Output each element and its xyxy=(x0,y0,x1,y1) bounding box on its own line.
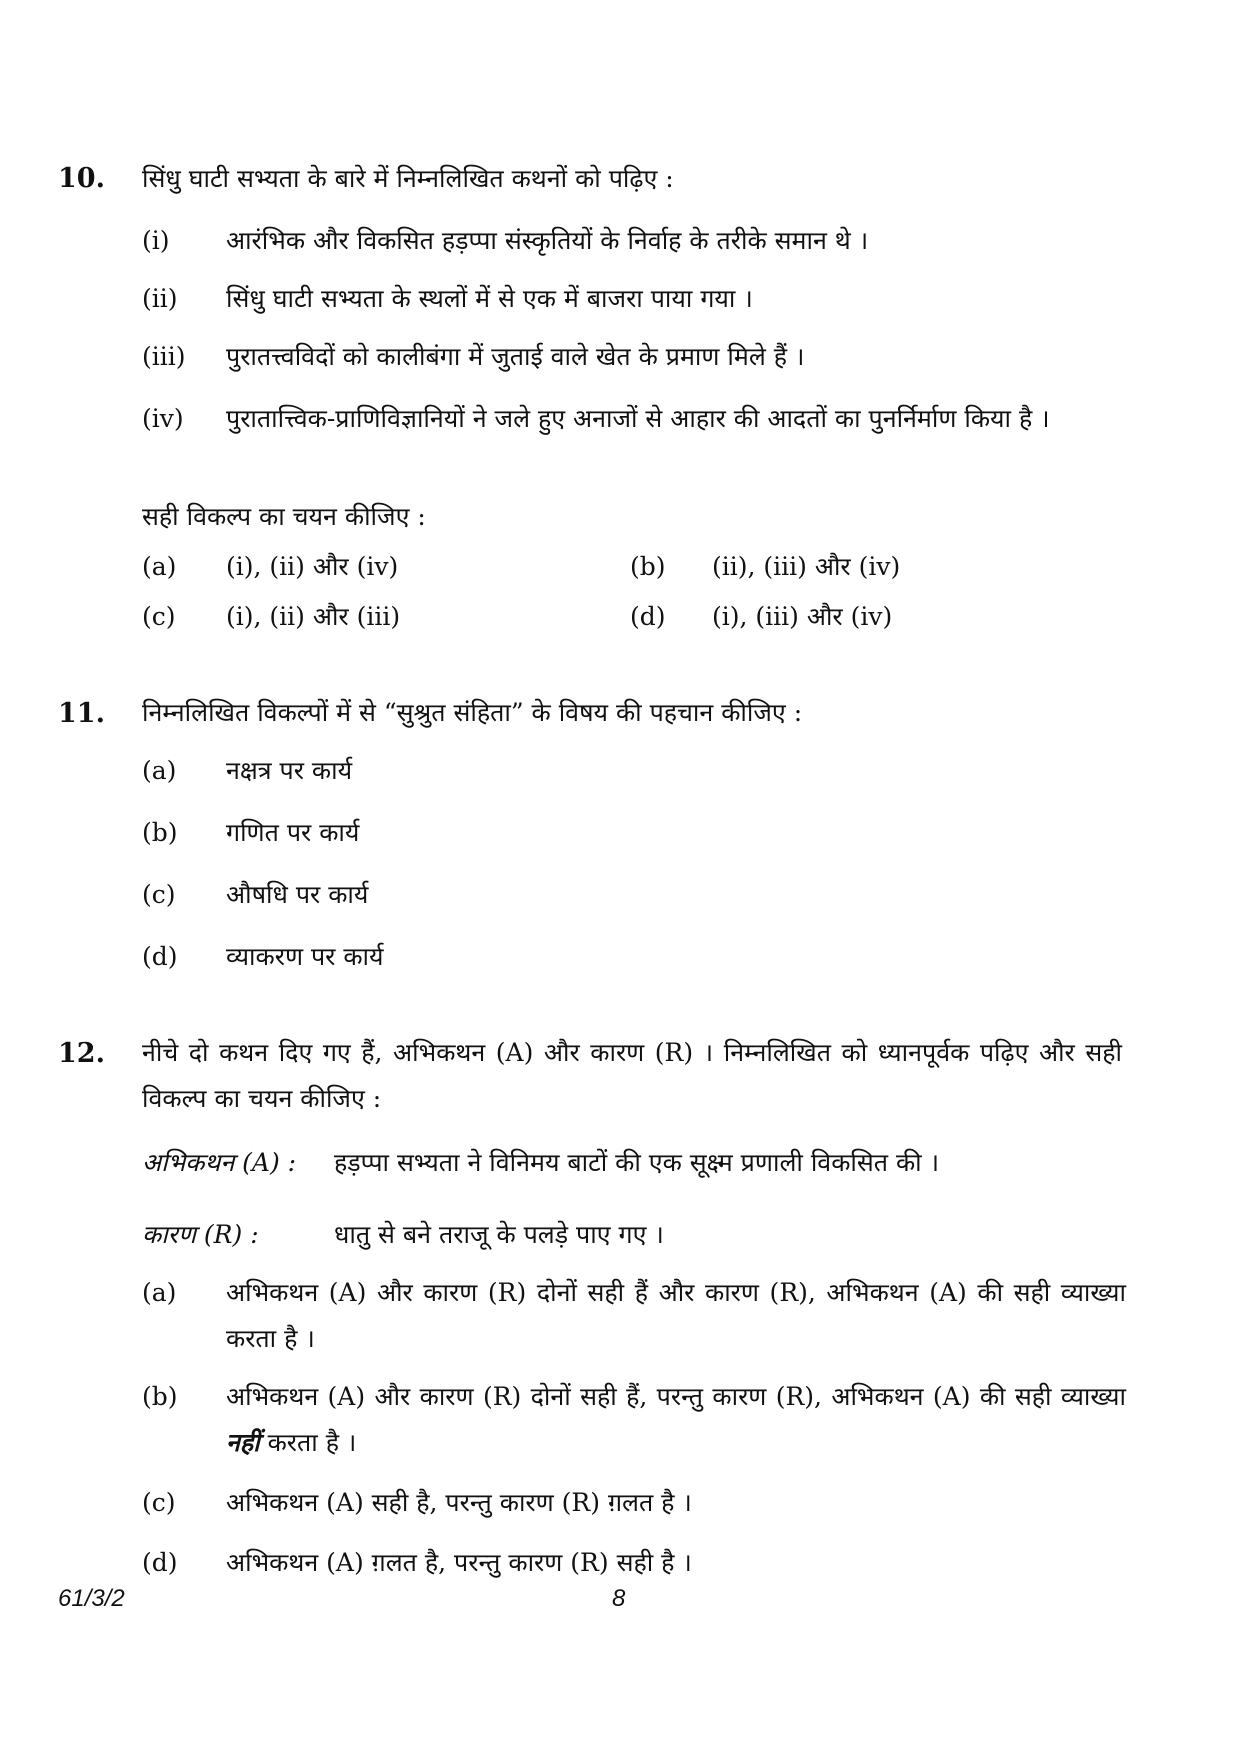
option-label: (c) xyxy=(142,1488,176,1517)
option-text: (i), (ii) और (iv) xyxy=(226,552,399,581)
instruction-text: सही विकल्प का चयन कीजिए : xyxy=(142,502,426,531)
option-label: (d) xyxy=(630,602,666,631)
question-text: सिंधु घाटी सभ्यता के बारे में निम्नलिखित कथनों को पढ़िए : xyxy=(142,164,674,193)
option-text xyxy=(226,1374,1126,1466)
option-label: (d) xyxy=(142,1548,178,1577)
assertion-label: अभिकथन (A) : xyxy=(142,1148,297,1177)
question-text: निम्नलिखित विकल्पों में से “सुश्रुत संहिता” के विषय की पहचान कीजिए : xyxy=(142,698,803,727)
option-label: (b) xyxy=(142,1382,178,1411)
statement-text: पुरातात्त्विक-प्राणिविज्ञानियों ने जले हुए अनाजों से आहार की आदतों का पुनर्निर्माण किया है । xyxy=(226,404,1050,433)
option-label: (b) xyxy=(142,818,178,847)
option-text-part: अभिकथन (A) और कारण (R) दोनों सही हैं, परन्तु कारण (R), अभिकथन (A) की सही व्याख्या xyxy=(226,1382,1126,1411)
option-label: (a) xyxy=(142,1278,177,1307)
option-label: (a) xyxy=(142,756,177,785)
option-text: अभिकथन (A) सही है, परन्तु कारण (R) ग़लत है । xyxy=(226,1488,692,1517)
option-text: नक्षत्र पर कार्य xyxy=(226,756,353,785)
option-text: अभिकथन (A) और कारण (R) दोनों सही हैं और कारण (R), अभिकथन (A) की सही व्याख्या करता है । xyxy=(226,1278,1126,1353)
option-text: (i), (iii) और (iv) xyxy=(712,602,893,631)
option-text-part: करता है । xyxy=(267,1428,357,1457)
statement-label: (i) xyxy=(142,226,170,255)
statement-text: सिंधु घाटी सभ्यता के स्थलों में से एक में बाजरा पाया गया । xyxy=(226,284,753,313)
option-label: (c) xyxy=(142,602,176,631)
option-text: (ii), (iii) और (iv) xyxy=(712,552,901,581)
option-text: (i), (ii) और (iii) xyxy=(226,602,401,631)
option-label: (b) xyxy=(630,552,666,581)
question-number: 11. xyxy=(58,698,105,729)
paper-code: 61/3/2 xyxy=(58,1585,125,1612)
question-number: 10. xyxy=(58,163,105,194)
option-text: व्याकरण पर कार्य xyxy=(226,942,384,971)
statement-label: (iii) xyxy=(142,342,186,371)
statement-text: पुरातत्त्वविदों को कालीबंगा में जुताई वाले खेत के प्रमाण मिले हैं । xyxy=(226,342,805,371)
option-label: (d) xyxy=(142,942,178,971)
emphasis-text: नहीं xyxy=(226,1428,260,1457)
statement-text: आरंभिक और विकसित हड़प्पा संस्कृतियों के निर्वाह के तरीके समान थे । xyxy=(226,226,869,255)
option-label: (a) xyxy=(142,552,177,581)
question-text: नीचे दो कथन दिए गए हैं, अभिकथन (A) और कारण (R) । निम्नलिखित को ध्यानपूर्वक पढ़िए और सही विकल्प का चयन कीजिए : xyxy=(142,1038,1122,1113)
option-text: औषधि पर कार्य xyxy=(226,880,369,909)
option-text: गणित पर कार्य xyxy=(226,818,360,847)
question-number: 12. xyxy=(58,1038,105,1069)
option-text: अभिकथन (A) ग़लत है, परन्तु कारण (R) सही है । xyxy=(226,1548,692,1577)
option-label: (c) xyxy=(142,880,176,909)
reason-text: धातु से बने तराजू के पलड़े पाए गए । xyxy=(334,1220,664,1249)
statement-label: (ii) xyxy=(142,284,178,313)
statement-label: (iv) xyxy=(142,404,184,433)
page-number: 8 xyxy=(612,1585,626,1612)
reason-label: कारण (R) : xyxy=(142,1220,259,1249)
assertion-text: हड़प्पा सभ्यता ने विनिमय बाटों की एक सूक्ष्म प्रणाली विकसित की । xyxy=(334,1148,940,1177)
